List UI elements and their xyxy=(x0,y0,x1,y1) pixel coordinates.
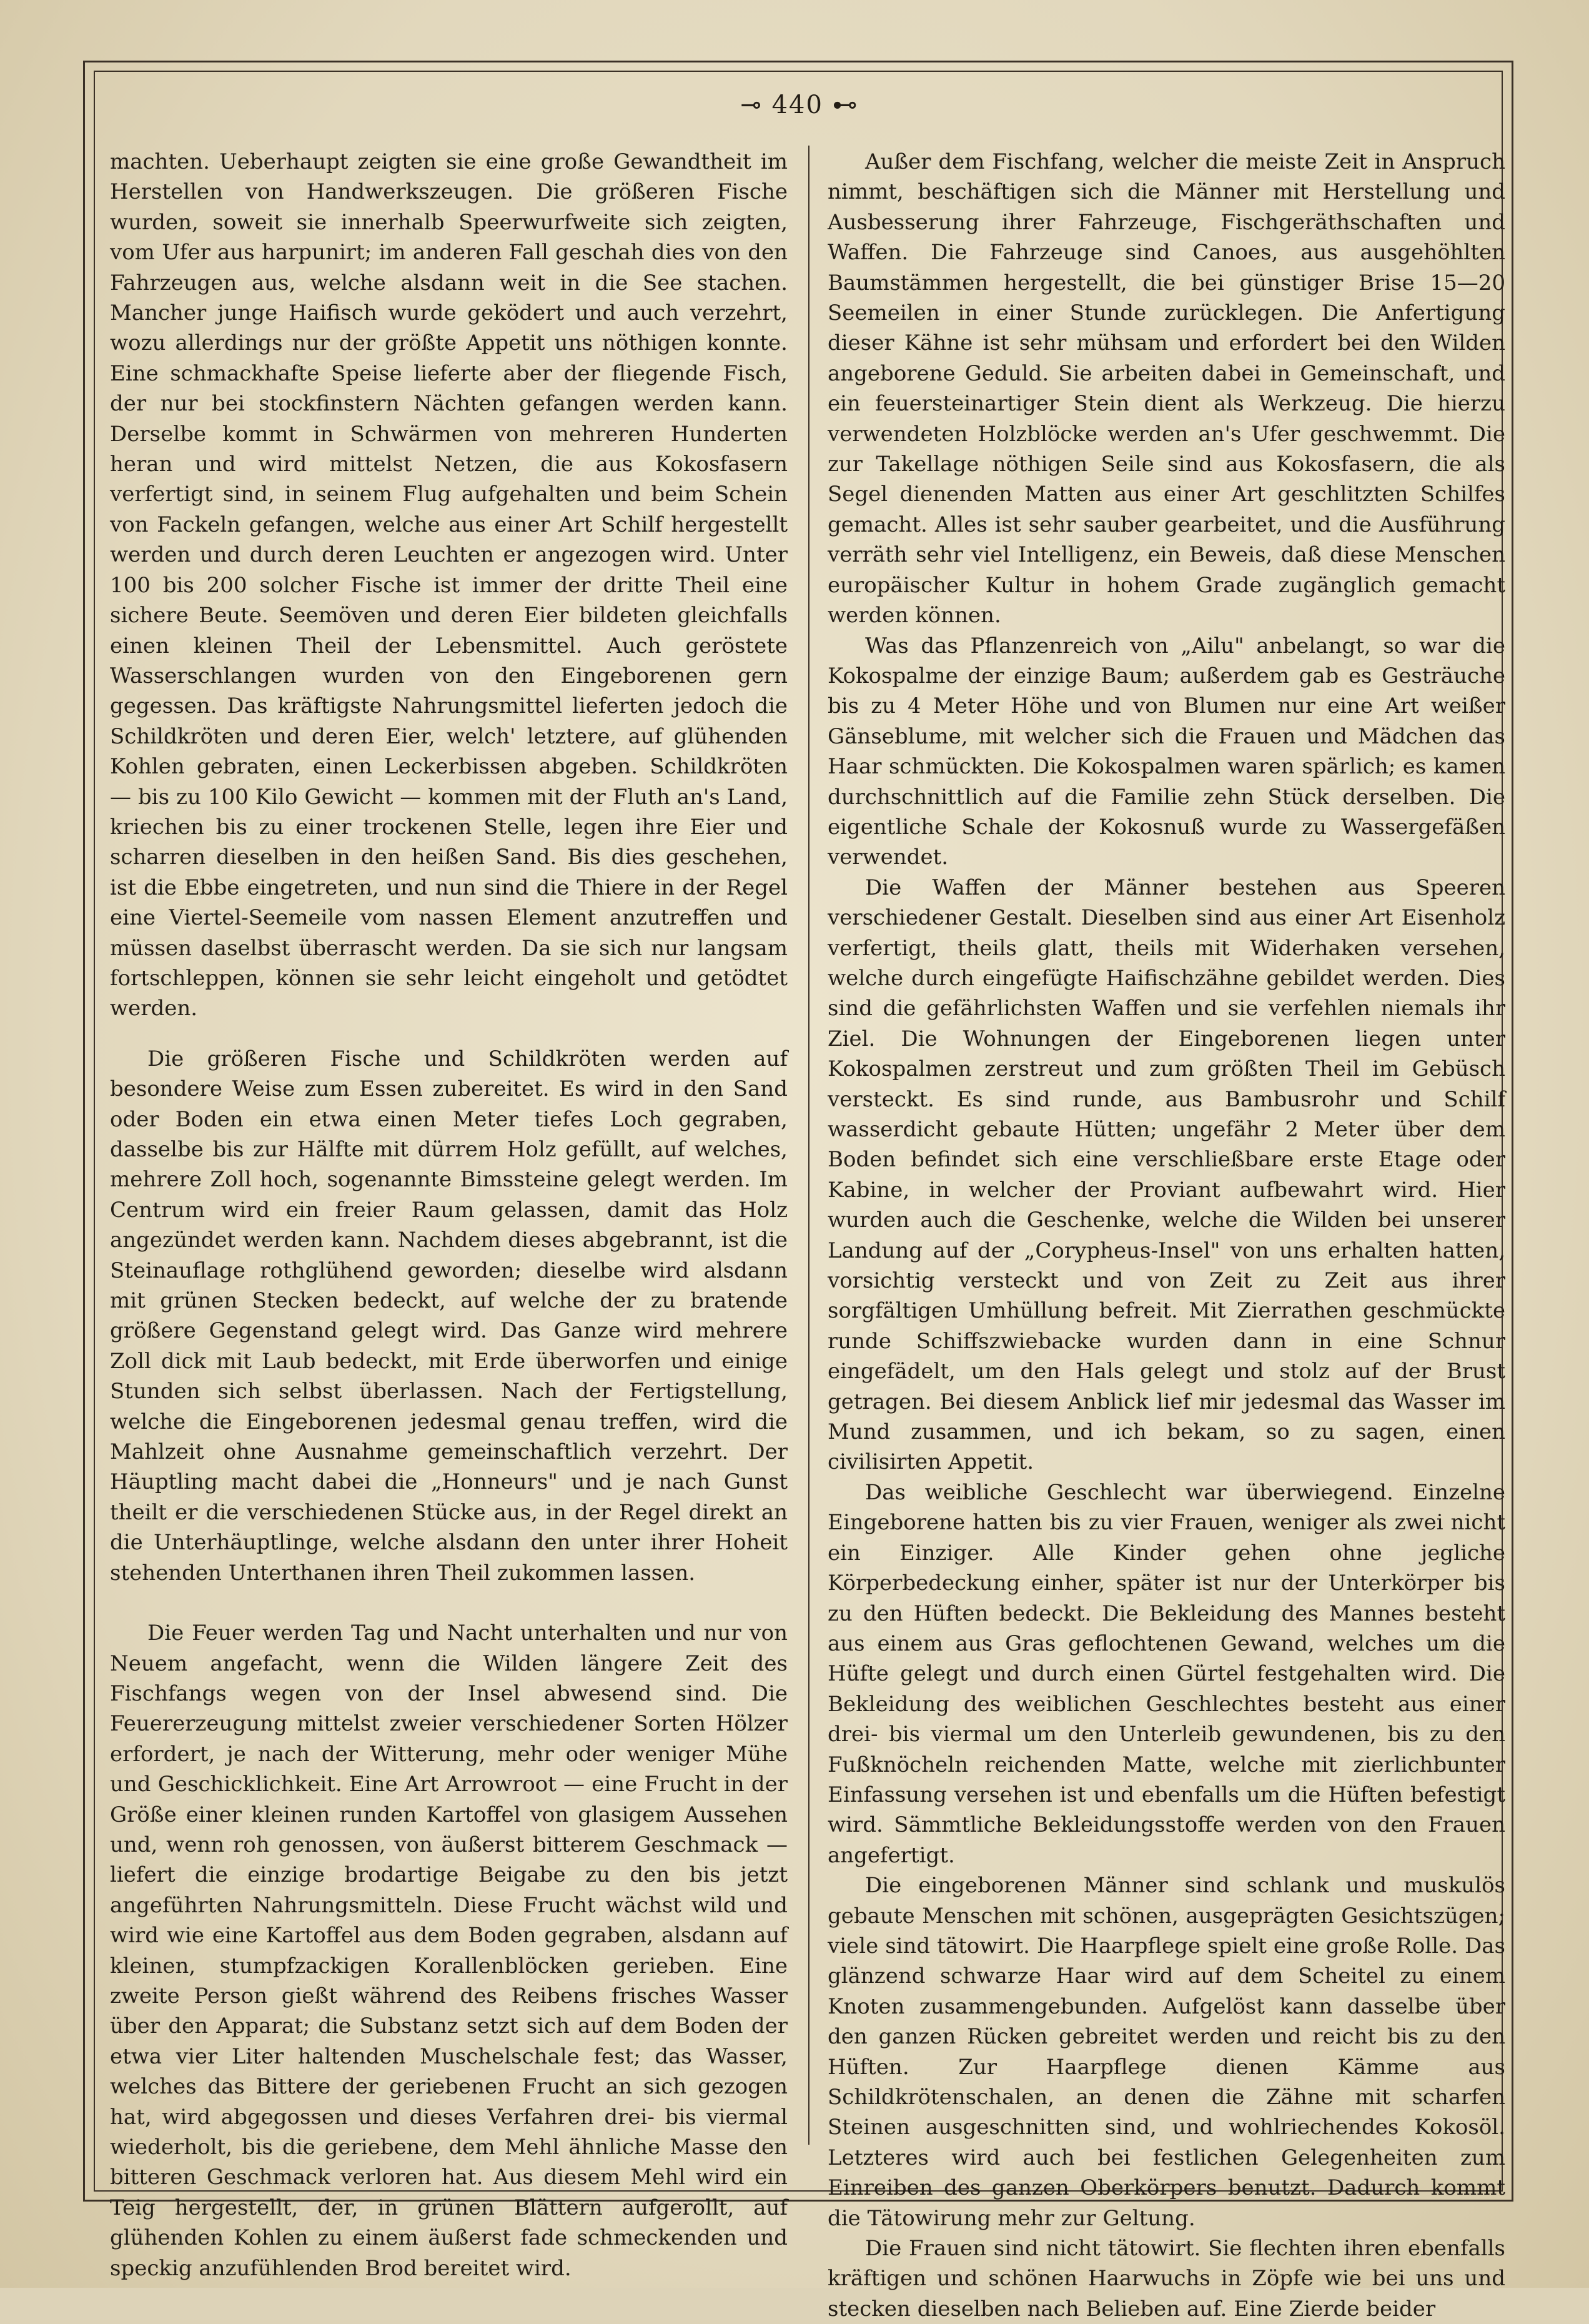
paragraph: machten. Ueberhaupt zeigten sie eine große Gewandtheit im Herstellen von Handwerkszeugen. Die größeren Fische wurden, soweit sie innerhalb Speerwurfweite sich zeigten, vom Ufer aus harpunirt; im anderen Fall geschah dies von den Fahrzeugen aus, welche alsdann weit in die See stachen. Mancher junge Haifisch wurde geködert und auch verzehrt, wozu allerdings nur der größte Appetit uns nöthigen konnte. Eine schmackhafte Speise lieferte aber der fliegende Fisch, der nur bei stockfinstern Nächten gefangen werden kann. Derselbe kommt in Schwärmen von mehreren Hunderten heran und wird mittelst Netzen, die aus Kokosfasern verfertigt sind, in seinem Flug aufgehalten und beim Schein von Fackeln gefangen, welche aus einer Art Schilf hergestellt werden und durch deren Leuchten er angezogen wird. Unter 100 bis 200 solcher Fische ist immer der dritte Theil eine sichere Beute. Seemöven und deren Eier bildeten gleichfalls einen kleinen Theil der Lebensmittel. Auch geröstete Wasserschlangen wurden von den Eingeborenen gern gegessen. Das kräftigste Nahrungsmittel lieferten jedoch die Schildkröten und deren Eier, welch' letztere, auf glühenden Kohlen gebraten, einen Leckerbissen abgeben. Schildkröten — bis zu 100 Kilo Gewicht — kommen mit der Fluth an's Land, kriechen bis zu einer trockenen Stelle, legen ihre Eier und scharren dieselben in den heißen Sand. Bis dies geschehen, ist die Ebbe eingetreten, und nun sind die Thiere in der Regel eine Viertel-Seemeile vom nassen Element anzutreffen und müssen daselbst überrascht werden. Da sie sich nur langsam fortschleppen, können sie sehr leicht eingeholt und getödtet werden. xyxy=(110,149,788,1021)
paragraph: Die Waffen der Männer bestehen aus Speeren verschiedener Gestalt. Dieselben sind aus einer Art Eisenholz verfertigt, theils glatt, theils mit Widerhaken versehen, welche durch eingefügte Haifischzähne gebildet werden. Dies sind die gefährlichsten Waffen und sie verfehlen niemals ihr Ziel. Die Wohnungen der Eingeborenen liegen unter Kokospalmen zerstreut und zum größten Theil im Gebüsch versteckt. Es sind runde, aus Bambusrohr und Schilf wasserdicht gebaute Hütten; ungefähr 2 Meter über dem Boden befindet sich eine verschließbare erste Etage oder Kabine, in welcher der Proviant aufbewahrt wird. Hier wurden auch die Geschenke, welche die Wilden bei unserer Landung auf der „Coryphеus-Insel" von uns erhalten hatten, vorsichtig versteckt und von Zeit zu Zeit aus ihrer sorgfältigen Umhüllung befreit. Mit Zierrathen geschmückte runde Schiffszwiebacke wurden dann in eine Schnur eingefädelt, um den Hals gelegt und stolz auf der Brust getragen. Bei diesem Anblick lief mir jedesmal das Wasser im Mund zusammen, und ich bekam, so zu sagen, einen civilisirten Appetit. xyxy=(828,875,1505,1475)
paragraph: Die größeren Fische und Schildkröten werden auf besondere Weise zum Essen zubereitet. Es wird in den Sand oder Boden ein etwa einen Meter tiefes Loch gegraben, dasselbe bis zur Hälfte mit dürrem Holz gefüllt, auf welches, mehrere Zoll hoch, sogenannte Bimssteine gelegt werden. Im Centrum wird ein freier Raum gelassen, damit das Holz angezündet werden kann. Nachdem dieses abgebrannt, ist die Steinauflage rothglühend geworden; dieselbe wird alsdann mit grünen Stecken bedeckt, auf welche der zu bratende größere Gegenstand gelegt wird. Das Ganze wird mehrere Zoll dick mit Laub bedeckt, mit Erde überworfen und einige Stunden sich selbst überlassen. Nach der Fertigstellung, welche die Eingeborenen jedesmal genau treffen, wird die Mahlzeit ohne Ausnahme gemeinschaftlich verzehrt. Der Häuptling macht dabei die „Honneurs" und je nach Gunst theilt er die verschiedenen Stücke aus, in der Regel direkt an die Unterhäuptlinge, welche alsdann den unter ihrer Hoheit stehenden Unterthanen ihren Theil zukommen lassen. xyxy=(110,1046,788,1586)
paragraph: Das weibliche Geschlecht war überwiegend. Einzelne Eingeborene hatten bis zu vier Frauen, weniger als zwei nicht ein Einziger. Alle Kinder gehen ohne jegliche Körperbedeckung einher, später ist nur der Unterkörper bis zu den Hüften bedeckt. Die Bekleidung des Mannes besteht aus einem aus Gras geflochtenen Gewand, welches um die Hüfte gelegt und durch einen Gürtel festgehalten wird. Die Bekleidung des weiblichen Geschlechtes besteht aus einer drei- bis viermal um den Unterleib gewundenen, bis zu den Fußknöcheln reichenden Matte, welche mit zierlichbunter Einfassung versehen ist und ebenfalls um die Hüften befestigt wird. Sämmtliche Bekleidungsstoffe werden von den Frauen angefertigt. xyxy=(828,1479,1505,1868)
right-column xyxy=(828,147,1505,2322)
paragraph: Was das Pflanzenreich von „Ailu" anbelangt, so war die Kokospalme der einzige Baum; außerdem gab es Gesträuche bis zu 4 Meter Höhe und von Blumen nur eine Art weißer Gänseblume, mit welcher sich die Frauen und Mädchen das Haar schmückten. Die Kokospalmen waren spärlich; es kamen durchschnittlich auf die Familie zehn Stück derselben. Die eigentliche Schale der Kokosnuß wurde zu Wassergefäßen verwendet. xyxy=(828,633,1505,870)
paragraph: Außer dem Fischfang, welcher die meiste Zeit in Anspruch nimmt, beschäftigen sich die Männer mit Herstellung und Ausbesserung ihrer Fahrzeuge, Fischgeräthschaften und Waffen. Die Fahrzeuge sind Canoes, aus ausgehöhlten Baumstämmen hergestellt, die bei günstiger Brise 15—20 Seemeilen in einer Stunde zurücklegen. Die Anfertigung dieser Kähne ist sehr mühsam und erfordert bei den Wilden angeborene Geduld. Sie arbeiten dabei in Gemeinschaft, und ein feuersteinartiger Stein dient als Werkzeug. Die hierzu verwendeten Holzblöcke werden an's Ufer geschwemmt. Die zur Takellage nöthigen Seile sind aus Kokosfasern, die als Segel dienenden Matten aus einer Art geschlitzten Schilfes gemacht. Alles ist sehr sauber gearbeitet, und die Ausführung verräth sehr viel Intelligenz, ein Beweis, daß diese Menschen europäischer Kultur in hohem Grade zugänglich gemacht werden können. xyxy=(828,149,1505,628)
paragraph: Die Feuer werden Tag und Nacht unterhalten und nur von Neuem angefacht, wenn die Wilden längere Zeit des Fischfangs wegen von der Insel abwesend sind. Die Feuererzeugung mittelst zweier verschiedener Sorten Hölzer erfordert, je nach der Witterung, mehr oder weniger Mühe und Geschicklichkeit. Eine Art Arrowroot — eine Frucht in der Größe einer kleinen runden Kartoffel von glasigem Aussehen und, wenn roh genossen, von äußerst bitterem Geschmack — liefert die einzige brodartige Beigabe zu den bis jetzt angeführten Nahrungsmitteln. Diese Frucht wächst wild und wird wie eine Kartoffel aus dem Boden gegraben, alsdann auf kleinen, stumpfzackigen Korallenblöcken gerieben. Eine zweite Person gießt während des Reibens frisches Wasser über den Apparat; die Substanz setzt sich auf dem Boden der etwa vier Liter haltenden Muschelschale fest; das Wasser, welches das Bittere der geriebenen Frucht an sich gezogen hat, wird abgegossen und dieses Verfahren drei- bis viermal wiederholt, bis die geriebene, dem Mehl ähnliche Masse den bitteren Geschmack verloren hat. Aus diesem Mehl wird ein Teig hergestellt, der, in grünen Blättern aufgerollt, auf glühenden Kohlen zu einem äußerst fade schmeckenden und speckig anzufühlenden Brod bereitet wird. xyxy=(110,1621,788,2281)
paragraph: Die Frauen sind nicht tätowirt. Sie flechten ihren ebenfalls kräftigen und schönen Haarwuchs in Zöpfe wie bei uns und stecken dieselben nach Belieben auf. Eine Zierde beider xyxy=(828,2236,1505,2322)
column-divider xyxy=(808,146,809,2145)
left-column xyxy=(110,147,788,2281)
paragraph: Die eingeborenen Männer sind schlank und muskulös gebaute Menschen mit schönen, ausgeprägten Gesichtszügen; viele sind tätowirt. Die Haarpflege spielt eine große Rolle. Das glänzend schwarze Haar wird auf dem Scheitel zu einem Knoten zusammengebunden. Aufgelöst kann dasselbe über den ganzen Rücken gebreitet werden und reicht bis zu den Hüften. Zur Haarpflege dienen Kämme aus Schildkrötenschalen, an denen die Zähne mit scharfen Steinen ausgeschnitten sind, und wohlriechendes Kokosöl. Letzteres wird auch bei festlichen Gelegenheiten zum Einreiben des ganzen Oberkörpers benutzt. Dadurch kommt die Tätowirung mehr zur Geltung. xyxy=(828,1873,1505,2231)
page-number: ⊸ 440 ⊷ xyxy=(740,91,859,119)
